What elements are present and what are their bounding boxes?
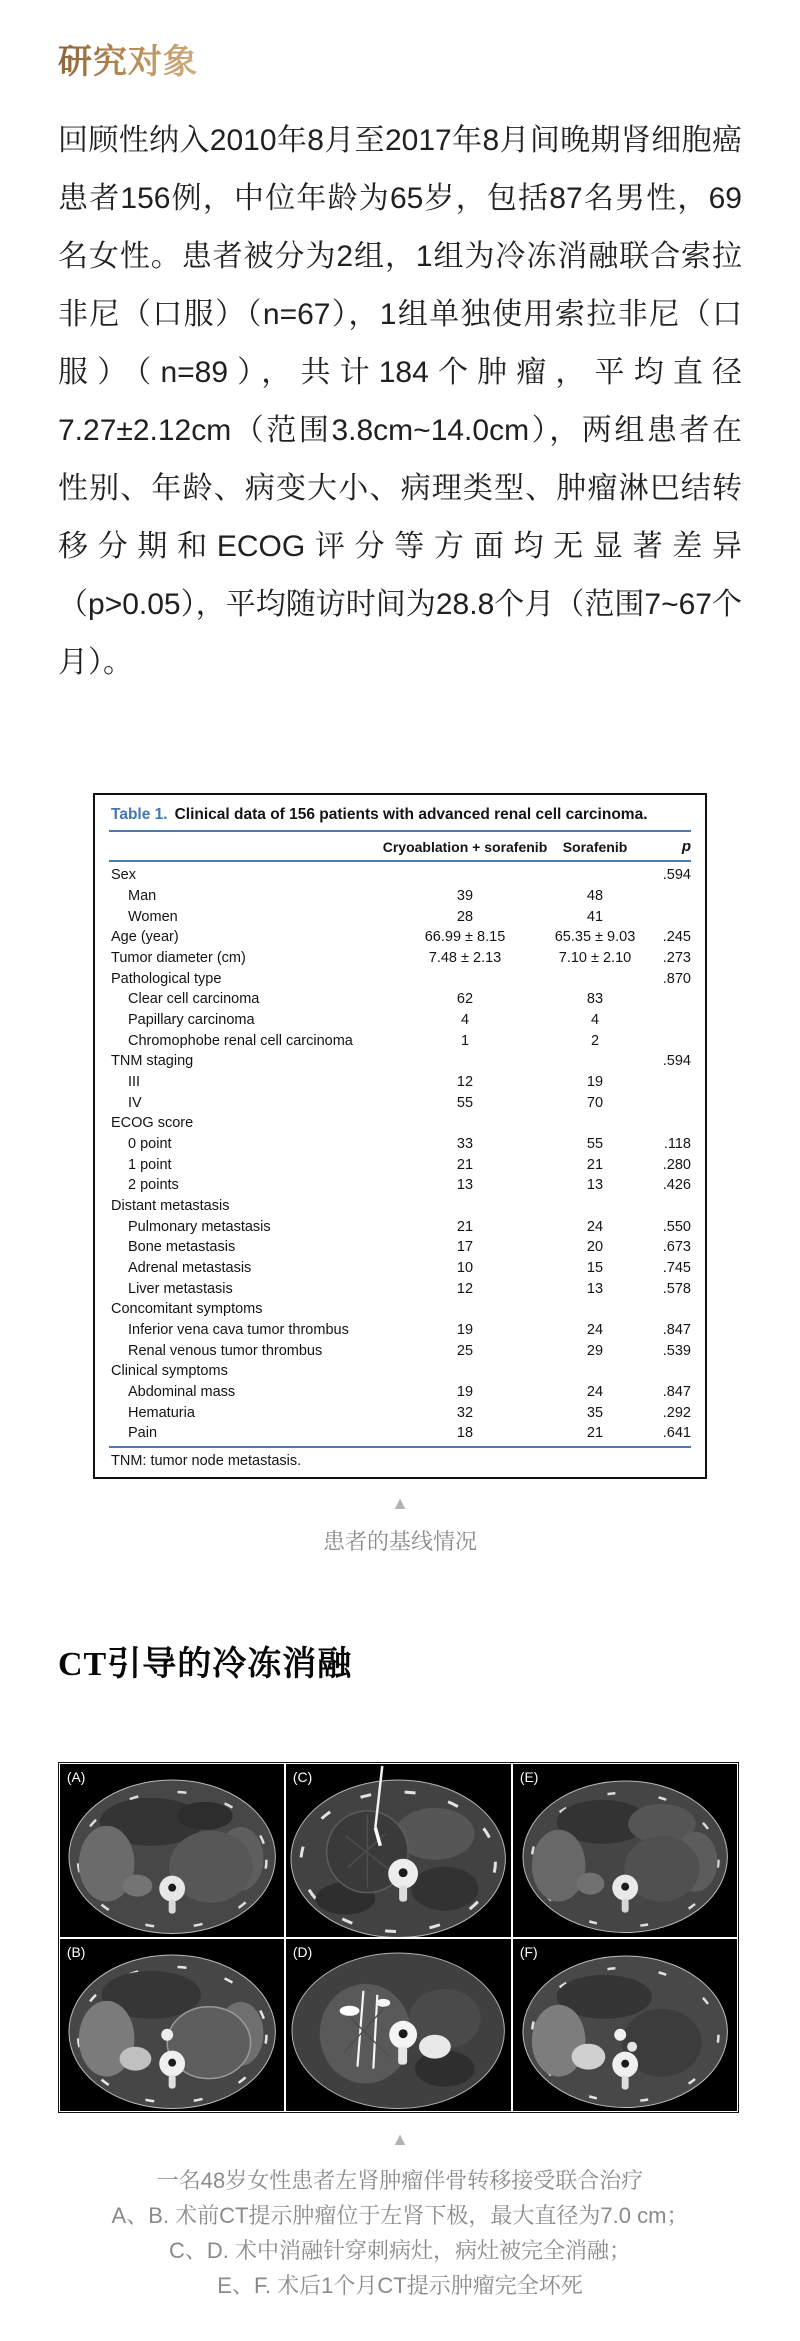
ct-panel-label: (F) — [519, 1943, 538, 1960]
table-cell: Age (year) — [111, 929, 179, 946]
table-cell: III — [128, 1074, 141, 1091]
table-cell: 4 — [460, 1012, 470, 1029]
table1-title-label: Table 1. — [111, 806, 168, 823]
table-cell: 7.10 ± 2.10 — [558, 950, 632, 967]
table-cell: .280 — [662, 1156, 691, 1173]
table-cell: 29 — [586, 1342, 604, 1359]
table-cell: .118 — [663, 1136, 691, 1153]
table-cell: 21 — [586, 1156, 604, 1173]
table-cell: Women — [128, 908, 178, 925]
col-header-cryoablation-sorafenib: Cryoablation + sorafenib — [382, 838, 548, 855]
table-cell: .273 — [662, 950, 691, 967]
table-cell: 28 — [456, 908, 474, 925]
table-row — [109, 1094, 691, 1112]
table-row — [109, 1238, 691, 1256]
table-row — [109, 1300, 691, 1318]
ct-panel-c — [286, 1764, 510, 1937]
table-cell: 12 — [456, 1280, 474, 1297]
table-row — [109, 1032, 691, 1050]
table-cell: Concomitant symptoms — [111, 1301, 263, 1318]
table1-figure-image — [93, 793, 707, 1479]
ct-caption-lines — [0, 2163, 800, 2303]
table-row — [109, 1280, 691, 1298]
table-cell: Clinical symptoms — [111, 1363, 228, 1380]
table-cell: Tumor diameter (cm) — [111, 950, 246, 967]
table-cell: 4 — [590, 1012, 600, 1029]
table-cell: 70 — [586, 1094, 604, 1111]
table-row — [109, 1073, 691, 1091]
table-row — [109, 1342, 691, 1360]
table-cell: 1 point — [128, 1156, 172, 1173]
table-cell: .245 — [662, 929, 691, 946]
table-cell: 15 — [586, 1260, 604, 1277]
table-cell: 48 — [586, 888, 604, 904]
table-cell: Renal venous tumor thrombus — [128, 1342, 323, 1359]
table-cell: Bone metastasis — [128, 1239, 236, 1256]
table-row — [109, 1259, 691, 1277]
table-cell: .641 — [662, 1425, 691, 1442]
table-cell: Distant metastasis — [111, 1198, 230, 1215]
ct-panel-e — [513, 1764, 737, 1937]
table-cell: 35 — [586, 1404, 604, 1421]
table-cell: Adrenal metastasis — [128, 1260, 252, 1277]
table-cell: .847 — [662, 1322, 691, 1339]
table-cell: 12 — [456, 1074, 474, 1091]
ct-panel-d — [286, 1939, 510, 2112]
table-row — [109, 1135, 691, 1153]
table-cell: 83 — [586, 991, 604, 1008]
table-row — [109, 1156, 691, 1174]
table-cell: 19 — [456, 1322, 474, 1339]
table-cell: 66.99 ± 8.15 — [424, 929, 506, 946]
ct-image-grid — [58, 1762, 739, 2113]
table-row — [109, 1424, 691, 1442]
table-cell: 13 — [456, 1177, 474, 1194]
table-cell: Abdominal mass — [128, 1384, 236, 1401]
table-cell: 55 — [586, 1136, 604, 1153]
table-cell: 55 — [456, 1094, 474, 1111]
table-cell: 7.48 ± 2.13 — [428, 950, 502, 967]
table-cell: Pathological type — [111, 970, 222, 987]
caption-triangle-icon: ▲ — [391, 1493, 409, 1513]
table-cell: .745 — [662, 1260, 691, 1277]
table-cell: 21 — [586, 1425, 604, 1442]
table-cell: .578 — [662, 1280, 691, 1297]
table-cell: Pain — [128, 1425, 158, 1442]
table-cell: ECOG score — [111, 1115, 194, 1132]
table-cell: 25 — [456, 1342, 474, 1359]
table-cell: 62 — [456, 991, 474, 1008]
table-cell: 21 — [456, 1156, 474, 1173]
table-cell: Hematuria — [128, 1404, 195, 1421]
table-cell: 41 — [586, 908, 604, 925]
table-cell: 2 points — [128, 1177, 179, 1194]
ct-panel-label: (D) — [293, 1943, 313, 1960]
caption-triangle-icon: ▲ — [391, 2129, 409, 2149]
table-row — [109, 1404, 691, 1422]
table-cell: 0 point — [128, 1136, 172, 1153]
table-cell: TNM staging — [111, 1053, 194, 1070]
table1-title-text: Clinical data of 156 patients with advanced renal cell carcinoma. — [174, 806, 648, 823]
table-row — [109, 1176, 691, 1194]
ct-panel-label: (A) — [66, 1768, 86, 1785]
table-row — [109, 949, 691, 967]
table-cell: 19 — [586, 1074, 604, 1091]
table-row — [109, 1197, 691, 1215]
ct-panel-f — [513, 1939, 737, 2112]
col-header-p-value: p — [681, 838, 691, 855]
table-cell: 21 — [456, 1218, 474, 1235]
table-cell: .594 — [662, 867, 691, 884]
table-cell: 24 — [586, 1384, 604, 1401]
ct-caption-line: 一名48岁女性患者左肾肿瘤伴骨转移接受联合治疗 — [156, 2168, 644, 2193]
table-cell: Liver metastasis — [128, 1280, 233, 1297]
table-cell: Pulmonary metastasis — [128, 1218, 271, 1235]
table-row — [109, 990, 691, 1008]
table-cell: 32 — [456, 1404, 474, 1421]
table-cell: Inferior vena cava tumor thrombus — [128, 1322, 349, 1339]
table-cell: 18 — [456, 1425, 474, 1442]
table-cell: Papillary carcinoma — [128, 1012, 255, 1029]
ct-panel-label: (C) — [293, 1768, 313, 1785]
table-row — [109, 1362, 691, 1380]
ct-panel-a — [60, 1764, 284, 1937]
ct-panel-b — [60, 1939, 284, 2112]
table-row — [109, 1218, 691, 1236]
table-cell: .426 — [662, 1177, 691, 1194]
table-cell: Sex — [111, 867, 136, 884]
table-cell: 17 — [456, 1239, 474, 1256]
table-cell: 13 — [586, 1280, 604, 1297]
table-cell: .673 — [662, 1239, 691, 1256]
research-paragraph: 回顾性纳入2010年8月至2017年8月间晚期肾细胞癌患者156例，中位年龄为65岁，包括87名男性，69名女性。患者被分为2组，1组为冷冻消融联合索拉非尼（口服）（n=67），1组单独使用索拉非尼（口服）（n=89），共计184个肿瘤，平均直径7.27±2.12cm（范围3.8cm~14.0cm），两组患者在性别、年龄、病变大小、病理类型、肿瘤淋巴结转移分期和ECOG评分等方面均无显著差异（p>0.05），平均随访时间为28.8个月（范围7~67个月）。 — [58, 124, 742, 679]
ct-caption-line: C、D. 术中消融针穿刺病灶，病灶被完全消融； — [168, 2238, 631, 2263]
table-cell: 39 — [456, 888, 474, 904]
table-cell: 24 — [586, 1218, 604, 1235]
table-cell: 33 — [456, 1136, 474, 1153]
table-row — [109, 928, 691, 946]
table-cell: 2 — [590, 1032, 600, 1049]
table-cell: Chromophobe renal cell carcinoma — [128, 1032, 353, 1049]
table-cell: 13 — [586, 1177, 604, 1194]
section-title-ct-guided-cryoablation: CT引导的冷冻消融 — [58, 1646, 353, 1683]
table-cell: .870 — [662, 970, 691, 987]
table-cell: .847 — [662, 1384, 691, 1401]
table-cell: 20 — [586, 1239, 604, 1256]
table-cell: 24 — [586, 1322, 604, 1339]
table-cell: Clear cell carcinoma — [128, 991, 260, 1008]
table-row — [109, 1011, 691, 1029]
table-cell: 10 — [456, 1260, 474, 1277]
table-cell: .550 — [662, 1218, 691, 1235]
table-cell: 19 — [456, 1384, 474, 1401]
table-row — [109, 1321, 691, 1339]
ct-caption-line: A、B. 术前CT提示肿瘤位于左肾下极，最大直径为7.0 cm； — [111, 2203, 689, 2228]
ct-caption-line: E、F. 术后1个月CT提示肿瘤完全坏死 — [217, 2273, 583, 2298]
table-rows — [109, 862, 691, 1446]
table1-header-row — [109, 832, 691, 862]
table-cell: Man — [128, 888, 157, 904]
table-row — [109, 1052, 691, 1070]
table-row — [109, 1114, 691, 1132]
table-figure-caption: 患者的基线情况 — [322, 1529, 477, 1554]
table-cell: 1 — [460, 1032, 470, 1049]
table-cell: .539 — [662, 1342, 691, 1359]
table-row — [109, 1383, 691, 1401]
table-row — [109, 908, 691, 926]
table1-footnote: TNM: tumor node metastasis. — [109, 1446, 691, 1470]
table-row — [109, 970, 691, 988]
section-title-research-subjects: 研究对象 — [58, 34, 198, 83]
table-cell: IV — [128, 1094, 142, 1111]
ct-panel-label: (B) — [66, 1943, 86, 1960]
ct-panel-label: (E) — [519, 1768, 539, 1785]
table-cell: 65.35 ± 9.03 — [554, 929, 636, 946]
table-cell: .594 — [662, 1053, 691, 1070]
table-row — [109, 866, 691, 884]
table-row — [109, 887, 691, 905]
table1-title — [109, 804, 691, 832]
col-header-sorafenib: Sorafenib — [562, 838, 628, 855]
table-cell: .292 — [662, 1404, 691, 1421]
